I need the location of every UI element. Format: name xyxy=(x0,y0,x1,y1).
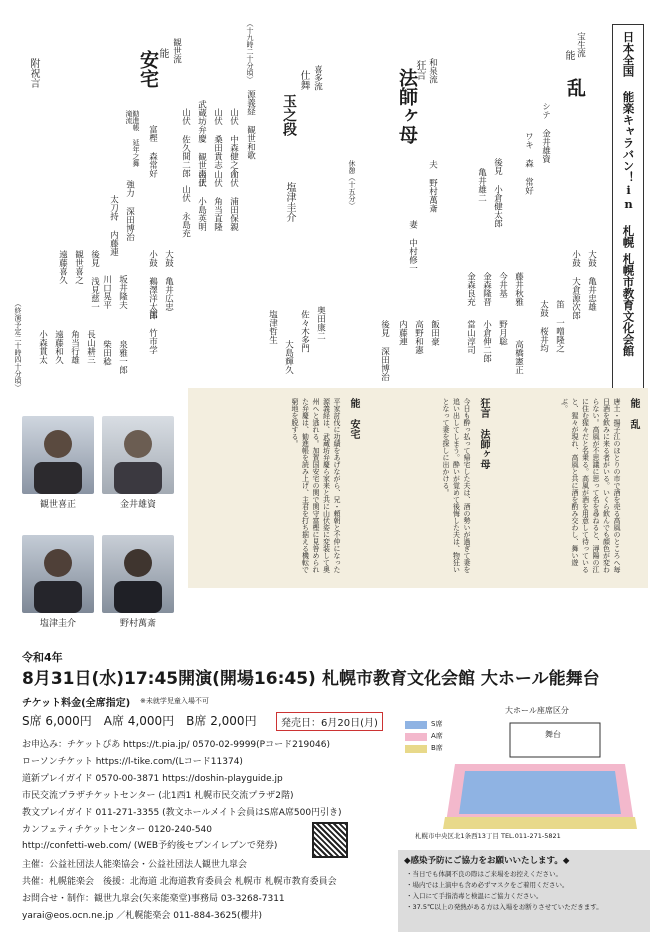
synopsis-hoshi-text: 今日も酔っ払って帰宅した夫は、酒の勢いが過ぎて妻を追い出してしまう。酔いが覚めて後悔した夫は、物狂いとなって妻を探しに出かける。 xyxy=(442,398,471,573)
shimai-ji-2: 奥田康二 xyxy=(315,306,326,340)
notice-item-2: ・入口にて手指消毒と検温にご協力ください。 xyxy=(406,892,543,900)
noh2-school: 観世流 xyxy=(171,38,182,64)
venue-vertical: 札幌市教育文化会館 xyxy=(621,253,636,357)
noh1-chorus-6: 金森良充 xyxy=(465,272,476,306)
synopsis-midare-title: 能 乱 xyxy=(628,398,639,429)
person-silhouette-icon xyxy=(102,535,174,613)
seatmap-title: 大ホール座席区分 xyxy=(505,706,569,715)
noh1-name: 乱 xyxy=(564,78,586,97)
photo-nomura xyxy=(102,535,174,613)
notice-item-0: ・当日でも体調不良の際はご来場をお控えください。 xyxy=(406,870,562,878)
noh1-role-3: 亀井雄二 xyxy=(476,168,487,202)
photo-kanze xyxy=(22,416,94,494)
apply-shimin: 市民交流プラザチケットセンター (北1西1 札幌市民交流プラザ2階) xyxy=(22,791,294,801)
person-silhouette-icon xyxy=(102,416,174,494)
noh2-other-1: 強力 深田博治 xyxy=(124,180,135,241)
noh2-role-0: 富樫 森常好 xyxy=(147,125,158,178)
noh2-yamabushi-1: 山伏 浦田保親 xyxy=(228,170,239,231)
noh2-name: 安宅 xyxy=(137,50,159,88)
noh2-yamabushi-5: 山伏 佐久間二郎 xyxy=(180,108,191,178)
event-title-box xyxy=(612,24,644,398)
contact: お問合せ・制作：観世九皐会(矢来能楽堂)事務局 03-3268-7311 xyxy=(22,894,285,904)
noh2-other-0: 太刀持 内藤連 xyxy=(108,195,119,256)
shimai-school: 喜多流 xyxy=(312,65,323,91)
noh1-role-2: 後見 小倉健太郎 xyxy=(492,158,503,228)
noh2-yamabushi-2: 山伏 桑田貴志 xyxy=(212,108,223,169)
noh2-ji-3: 柴田稔 xyxy=(101,340,112,366)
photo-shiotsu xyxy=(22,535,94,613)
noh2-yamabushi-0: 山伏 中森健之介 xyxy=(228,108,239,178)
caption-nomura: 野村萬斎 xyxy=(119,619,156,629)
kyogen-kind: 狂言 xyxy=(414,60,425,80)
noh2-ji-6: 遠藤和久 xyxy=(53,330,64,364)
noh1-music-2: 笛 一噌隆之 xyxy=(554,300,565,353)
noh1-music-1: 小鼓 大倉源次郎 xyxy=(570,250,581,320)
synopsis-hoshi-title: 狂言 法師ヶ母 xyxy=(478,398,489,469)
noh2-ji-5: 角当行雄 xyxy=(69,330,80,364)
fushuku: 附祝言 xyxy=(28,58,39,88)
shimai-role-0: 塩津圭介 xyxy=(284,182,295,222)
kyogen-ji-0: 飯田豪 xyxy=(429,320,440,346)
noh2-ji-7: 小森貫太 xyxy=(37,330,48,364)
synopsis-ataka-text: 平家討伐に功績をあげながら、兄・頼朝と不仲になった源義経は、武蔵坊弁慶ら家来と共に山伏姿に変装して奥州へと逃れる。加賀国安宅の関で関守富樫に見咎められた弁慶は、勧進帳を読み上げ、主君を打ち据える機転で窮地を脱する。 xyxy=(291,398,341,573)
legend-s: S席 xyxy=(431,720,443,728)
fee-note: ※未就学児童入場不可 xyxy=(140,697,209,705)
venue: 札幌市教育文化会館 大ホール能舞台 xyxy=(322,669,600,689)
noh2-yamabushi-4: 山伏 小島英明 xyxy=(196,170,207,231)
synopsis-midare-text: 唐土・揚子江のほとりの市で酒を売る高風のところへ毎日酒を飲みに来る者がいる。いくら飲んでも顔色が変わらない。高風が不思議に思って名を尋ねると、潯陽の江に住む猩々だと名乗る。高風が酒を用意して待っていると、猩々が現れ、高風と共に酒を酌み交わし、舞い遊ぶ。 xyxy=(560,398,621,573)
shimai-ji-0: 佐々木多門 xyxy=(299,310,310,353)
apply-kyobun: 教文プレイガイド 011-271-3355 (教文ホールメイト会員はS席A席500円引き) xyxy=(22,808,342,818)
kyogen-school: 和泉流 xyxy=(427,58,438,84)
prices: S席 6,000円 A席 4,000円 B席 2,000円 xyxy=(22,714,257,728)
caption-kanai: 金井雄資 xyxy=(119,500,156,510)
noh2-ji-4: 長山耕三 xyxy=(85,330,96,364)
venue-address: 札幌市中央区北1条西13丁目 TEL.011-271-5821 xyxy=(415,832,561,840)
noh1-chorus-4: 金森隆晋 xyxy=(481,272,492,306)
legend-a: A席 xyxy=(431,732,443,740)
kyogen-ji-2: 内藤連 xyxy=(397,320,408,346)
noh1-chorus-1: 高橋憲正 xyxy=(513,340,524,374)
noh2-ji-2: 川口晃平 xyxy=(101,275,112,309)
person-silhouette-icon xyxy=(22,416,94,494)
qr-code-icon xyxy=(312,822,348,858)
caption-shiotsu: 塩津圭介 xyxy=(39,619,76,629)
noh1-chorus-2: 今井基 xyxy=(497,272,508,298)
noh2-music-1: 小鼓 鵜澤洋太郎 xyxy=(147,250,158,320)
apply-pia[interactable]: お申込み：チケットぴあ https://t.pia.jp/ 0570-02-9999(Pコード219046) xyxy=(22,740,330,750)
contact-email[interactable]: yarai@eos.ocn.ne.jp ／札幌能楽会 011-884-3625(櫻井) xyxy=(22,911,262,921)
sale-date-badge: 発売日：6月20日(月) xyxy=(276,712,383,731)
shimai-kind: 仕舞 xyxy=(298,70,309,90)
noh1-school: 宝生流 xyxy=(575,32,586,58)
noh1-role-1: ワキ 森 常好 xyxy=(523,132,534,195)
noh1-chorus-3: 野月聡 xyxy=(497,320,508,346)
legend-b: B席 xyxy=(431,744,443,752)
kyogen-koken: 後見 深田博治 xyxy=(379,320,390,381)
kyogen-break: 休憩（十五分） xyxy=(348,160,356,209)
end-time: （終演予定二十時四十分頃） xyxy=(14,300,22,391)
person-silhouette-icon xyxy=(22,535,94,613)
noh1-role-0: シテ 金井雄資 xyxy=(540,102,551,163)
noh1-music-3: 太鼓 桜井均 xyxy=(538,300,549,353)
noh1-chorus-7: 當山淳司 xyxy=(465,320,476,354)
apply-lawson[interactable]: ローソンチケット https://l-tike.com/(Lコード11374) xyxy=(22,757,243,767)
kyogen-role-1: 妻 中村修一 xyxy=(407,220,418,273)
noh1-chorus-0: 藤井秋雅 xyxy=(513,272,524,306)
kyogen-name: 法師ヶ母 xyxy=(396,68,418,144)
apply-confetti-url[interactable]: http://confetti-web.com/ (WEB予約後セブンイレブンで発券) xyxy=(22,841,278,851)
noh2-role-1: 武蔵坊弁慶 観世喜正 xyxy=(196,100,207,187)
host: 主催：公益社団法人能楽協会・公益社団法人観世九皐会 xyxy=(22,860,248,870)
noh1-kind: 能 xyxy=(563,50,574,60)
infection-notice xyxy=(398,850,650,932)
noh2-ji-1: 泉雅一郎 xyxy=(117,340,128,374)
caption-kanze: 観世喜正 xyxy=(39,500,76,510)
shimai-ji-3: 塩津哲生 xyxy=(267,310,278,344)
noh2-koken-1: 観世喜之 xyxy=(73,250,84,284)
apply-confetti: カンフェティチケットセンター 0120-240-540 xyxy=(22,825,213,835)
noh2-kind: 能 xyxy=(157,48,168,58)
fee-label: チケット料金(全席指定) xyxy=(22,698,131,709)
stage-label: 舞台 xyxy=(545,730,561,739)
time-hint: （十九時二十分頃） xyxy=(246,20,254,83)
synopsis-panel xyxy=(188,388,648,588)
notice-item-1: ・場内では上演中も含め必ずマスクをご着用ください。 xyxy=(406,881,569,889)
era: 令和4年 xyxy=(22,651,63,664)
noh2-music-0: 大鼓 亀井広忠 xyxy=(163,250,174,311)
apply-doshin[interactable]: 道新プレイガイド 0570-00-3871 https://doshin-playguide.jp xyxy=(22,774,283,784)
noh2-koken-2: 遠藤喜久 xyxy=(57,250,68,284)
photo-kanai xyxy=(102,416,174,494)
noh2-variant: 勧進帳 延年之舞 滝流 xyxy=(125,110,140,167)
date: 8月31日(水)17:45開演(開場16:45) xyxy=(22,669,316,689)
shimai-ji-1: 大島輝久 xyxy=(283,340,294,374)
noh2-yamabushi-6: 山伏 永島充 xyxy=(180,185,191,238)
noh1-chorus-5: 小倉伸二郎 xyxy=(481,320,492,363)
event-title: 日本全国 能楽キャラバン！in 札幌 xyxy=(621,31,636,248)
kyogen-ji-1: 高野和憲 xyxy=(413,320,424,354)
notice-item-3: ・37.5℃以上の発熱がある方は入場をお断りさせていただきます。 xyxy=(406,903,603,911)
noh2-ji-0: 坂井隆夫 xyxy=(117,275,128,309)
notice-title: ◆感染予防にご協力をお願いいたします。◆ xyxy=(404,856,570,866)
noh1-music-0: 大鼓 亀井忠雄 xyxy=(586,250,597,311)
kyogen-role-0: 夫 野村萬斎 xyxy=(427,160,438,213)
noh2-yamabushi-3: 山伏 角当直隆 xyxy=(212,170,223,231)
noh2-music-2: 笛 竹市学 xyxy=(147,310,158,354)
synopsis-ataka-title: 能 安宅 xyxy=(348,398,359,439)
noh2-koken-0: 後見 浅見慈一 xyxy=(89,250,100,311)
seat-map xyxy=(395,706,645,841)
cohost: 共催：札幌能楽会 後援：北海道 北海道教育委員会 札幌市 札幌市教育委員会 xyxy=(22,877,337,887)
shimai-name: 玉之段 xyxy=(281,94,297,136)
cast-listing xyxy=(0,10,665,395)
noh2-role-2: 源義経 観世和歌 xyxy=(245,90,256,160)
